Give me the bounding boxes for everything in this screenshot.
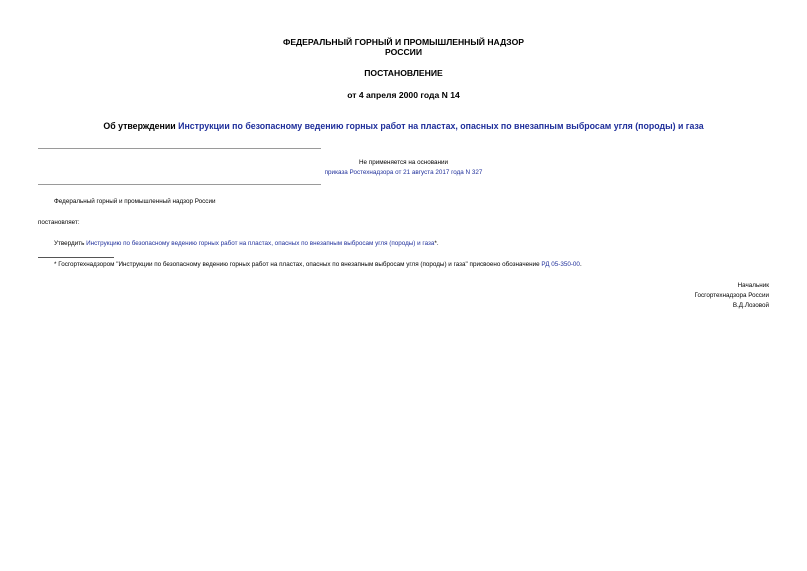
status-bottom-rule [38, 184, 321, 185]
rostekhnadzor-order-link[interactable]: приказа Ростехнадзора от 21 августа 2017 года N 327 [324, 169, 483, 176]
document-title [0, 121, 807, 132]
status-line: Не применяется на основании [358, 159, 448, 166]
approve-suffix: *. [434, 240, 439, 247]
status-top-rule [38, 148, 321, 149]
document-type: ПОСТАНОВЛЕНИЕ [364, 68, 443, 78]
footnote-rule [38, 257, 114, 258]
agency-name-line1: ФЕДЕРАЛЬНЫЙ ГОРНЫЙ И ПРОМЫШЛЕННЫЙ НАДЗОР [282, 37, 524, 47]
body-paragraph-agency: Федеральный горный и промышленный надзор России [54, 198, 216, 205]
footnote-text: * Госгортехнадзором "Инструкции по безопасному ведению горных работ на пластах, опасных по внезапным выбросам угля (породы) и газа" присвоено обозначение [54, 261, 542, 268]
agency-name-line2: РОССИИ [384, 47, 423, 57]
signature-position: Начальник [737, 282, 769, 289]
signature-agency: Госгортехнадзора России [694, 292, 769, 299]
status-link-line [0, 169, 807, 177]
instruction-link[interactable]: Инструкцию по безопасному ведению горных работ на пластах, опасных по внезапным выбросам угля (породы) и газа [86, 240, 435, 247]
body-paragraph-resolves: постановляет: [38, 219, 80, 226]
body-paragraph-approve [54, 240, 439, 248]
document-title-prefix: Об утверждении [103, 121, 179, 131]
signature-name: В.Д.Лозовой [732, 302, 769, 309]
footnote-suffix: . [579, 261, 582, 268]
approve-prefix: Утвердить [54, 240, 87, 247]
document-date: от 4 апреля 2000 года N 14 [347, 90, 460, 100]
footnote [54, 261, 582, 269]
instruction-title-link[interactable]: Инструкции по безопасному ведению горных работ на пластах, опасных по внезапным выбросам угля (породы) и газа [178, 121, 704, 131]
rd-designation-link[interactable]: РД 05-350-00 [541, 261, 580, 268]
